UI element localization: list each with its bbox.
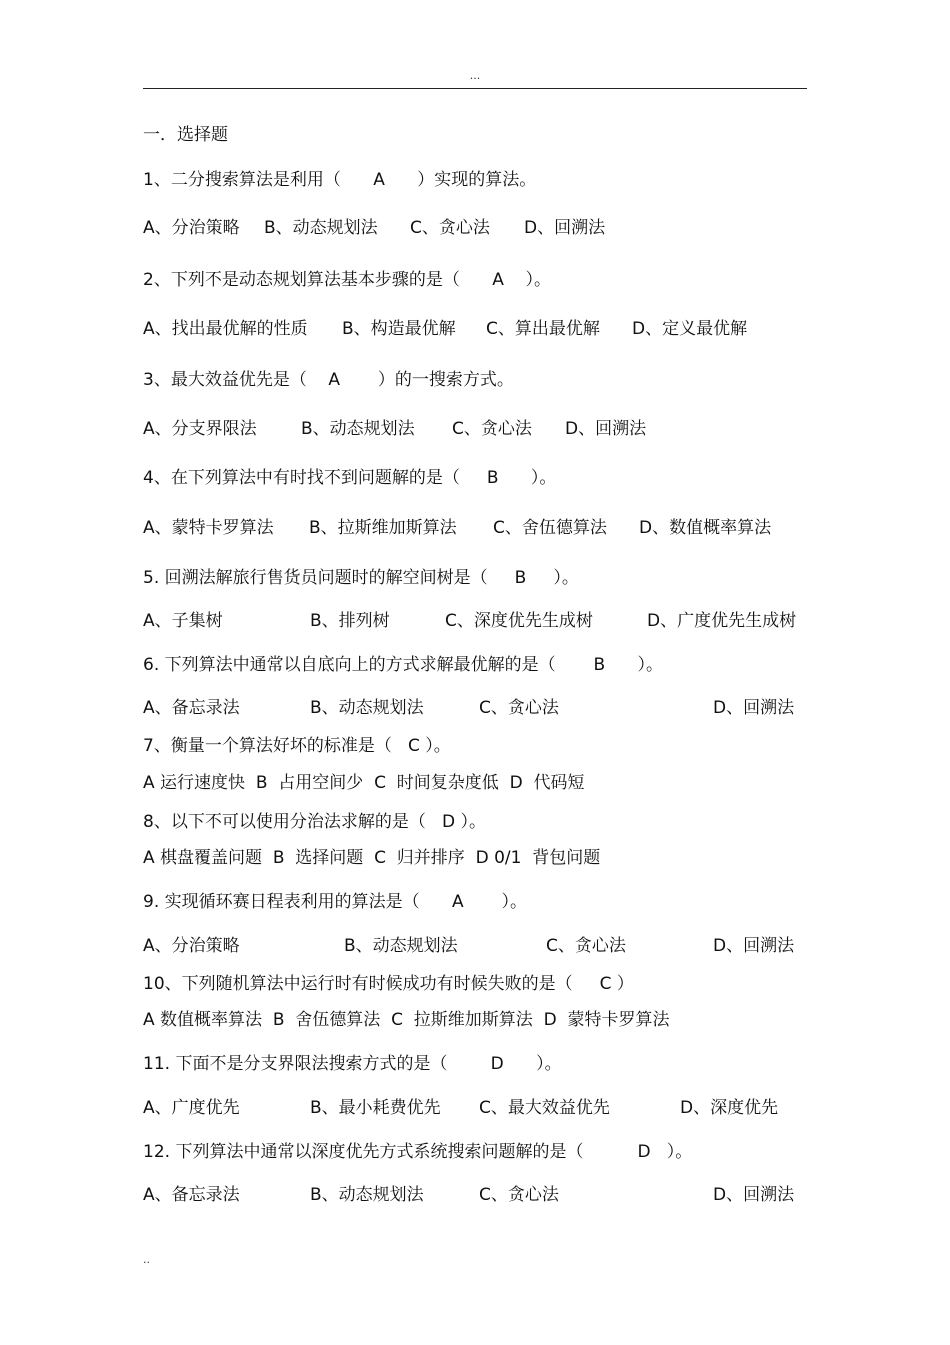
option-c: C、算出最优解 — [486, 319, 600, 339]
option-b: B、构造最优解 — [342, 319, 456, 339]
question-12-stem: 12. 下列算法中通常以深度优先方式系统搜索问题解的是（ D ）。 — [143, 1142, 693, 1162]
page-footer-dots: .. — [143, 1253, 150, 1266]
option-b: B、拉斯维加斯算法 — [309, 518, 457, 538]
question-5-stem: 5. 回溯法解旅行售货员问题时的解空间树是（ B ）。 — [143, 568, 579, 588]
option-d: D、回溯法 — [713, 698, 795, 718]
option-b: B、最小耗费优先 — [310, 1098, 441, 1118]
option-d: D、数值概率算法 — [639, 518, 772, 538]
question-6-stem: 6. 下列算法中通常以自底向上的方式求解最优解的是（ B ）。 — [143, 655, 664, 675]
question-3-stem: 3、最大效益优先是（ A ）的一搜索方式。 — [143, 370, 514, 390]
option-d: D、回溯法 — [565, 419, 647, 439]
page-header-dots: ... — [469, 69, 481, 82]
option-b: B、动态规划法 — [310, 698, 424, 718]
question-11-stem: 11. 下面不是分支界限法搜索方式的是（ D ）。 — [143, 1054, 562, 1074]
option-d: D、深度优先 — [680, 1098, 779, 1118]
option-d: D、回溯法 — [713, 936, 795, 956]
question-8-stem: 8、以下不可以使用分治法求解的是（ D ）。 — [143, 812, 487, 832]
question-1-stem: 1、二分搜索算法是利用（ A ）实现的算法。 — [143, 170, 537, 190]
option-a: A、备忘录法 — [143, 698, 240, 718]
option-c: C、贪心法 — [410, 218, 490, 238]
option-a: A、分治策略 — [143, 936, 240, 956]
option-c: C、深度优先生成树 — [445, 611, 593, 631]
option-a: A、广度优先 — [143, 1098, 240, 1118]
option-c: C、贪心法 — [452, 419, 532, 439]
header-rule — [143, 88, 807, 89]
option-b: B、排列树 — [310, 611, 390, 631]
option-c: C、贪心法 — [479, 1185, 559, 1205]
option-b: B、动态规划法 — [301, 419, 415, 439]
option-a: A、子集树 — [143, 611, 223, 631]
question-8-options: A 棋盘覆盖问题 B 选择问题 C 归并排序 D 0/1 背包问题 — [143, 848, 601, 868]
option-b: B、动态规划法 — [264, 218, 378, 238]
option-c: C、贪心法 — [546, 936, 626, 956]
question-10-stem: 10、下列随机算法中运行时有时候成功有时候失败的是（ C ） — [143, 974, 634, 994]
option-a: A、找出最优解的性质 — [143, 319, 308, 339]
option-a: A、分治策略 — [143, 218, 240, 238]
option-a: A、蒙特卡罗算法 — [143, 518, 274, 538]
option-a: A、分支界限法 — [143, 419, 257, 439]
question-7-options: A 运行速度快 B 占用空间少 C 时间复杂度低 D 代码短 — [143, 773, 585, 793]
question-12-options — [143, 1184, 807, 1294]
question-7-stem: 7、衡量一个算法好坏的标准是（ C ）。 — [143, 736, 451, 756]
section-title: 一．选择题 — [143, 125, 228, 145]
question-4-stem: 4、在下列算法中有时找不到问题解的是（ B ）。 — [143, 468, 557, 488]
option-b: B、动态规划法 — [310, 1185, 424, 1205]
option-d: D、回溯法 — [524, 218, 606, 238]
option-d: D、定义最优解 — [632, 319, 748, 339]
question-2-stem: 2、下列不是动态规划算法基本步骤的是（ A ）。 — [143, 270, 551, 290]
option-c: C、最大效益优先 — [479, 1098, 610, 1118]
option-a: A、备忘录法 — [143, 1185, 240, 1205]
option-c: C、舍伍德算法 — [493, 518, 607, 538]
option-c: C、贪心法 — [479, 698, 559, 718]
question-9-stem: 9. 实现循环赛日程表利用的算法是（ A ）。 — [143, 892, 528, 912]
question-10-options: A 数值概率算法 B 舍伍德算法 C 拉斯维加斯算法 D 蒙特卡罗算法 — [143, 1010, 670, 1030]
option-d: D、回溯法 — [713, 1185, 795, 1205]
option-b: B、动态规划法 — [344, 936, 458, 956]
option-d: D、广度优先生成树 — [647, 611, 797, 631]
